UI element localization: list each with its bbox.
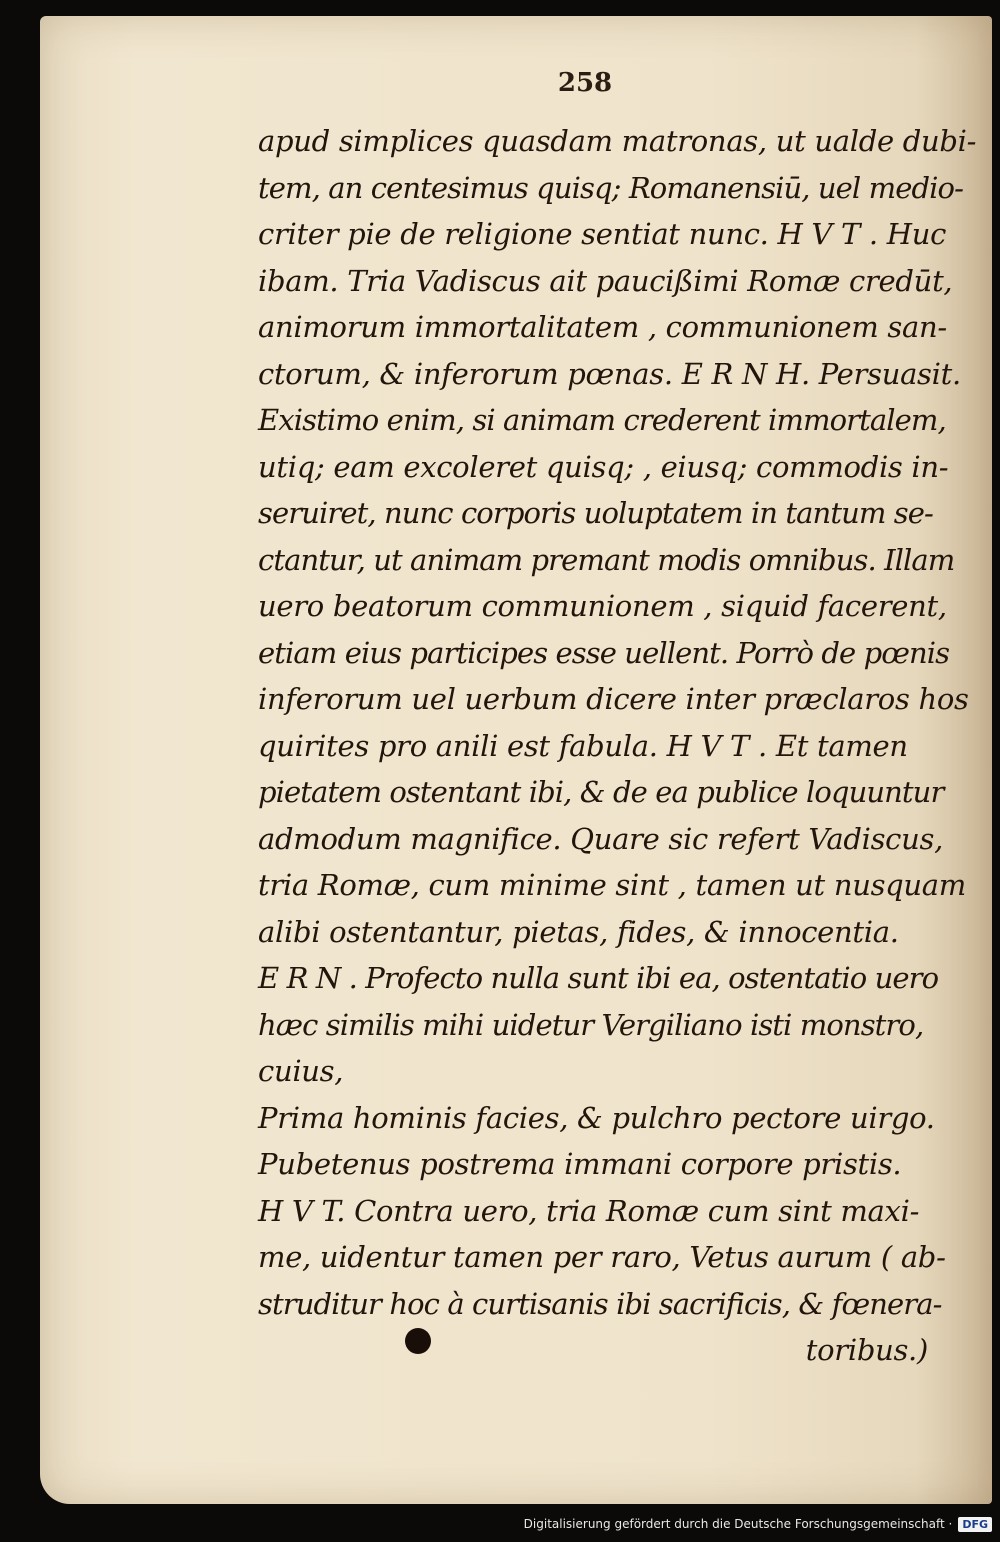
text-line: ibam. Tria Vadiscus ait paucißimi Romæ credūt, — [258, 263, 953, 298]
text-line: E R N . Profecto nulla sunt ibi ea, ostentatio uero — [258, 961, 939, 995]
text-line: quirites pro anili est fabula. H V T . Et tamen — [258, 728, 908, 763]
dfg-logo: DFG — [958, 1517, 992, 1532]
text-line: Pubetenus postrema immani corpore pristis. — [258, 1147, 902, 1181]
text-line: seruiret, nunc corporis uoluptatem in tantum se- — [258, 496, 933, 530]
text-line: criter pie de religione sentiat nunc. H V T . Huc — [258, 217, 947, 251]
text-line: ctorum, & inferorum pœnas. E R N H. Persuasit. — [258, 356, 961, 391]
catchword: toribus.) — [805, 1333, 928, 1367]
text-line: etiam eius participes esse uellent. Porrò de pœnis — [258, 635, 950, 670]
text-line: uero beatorum communionem , siquid facerent, — [258, 589, 947, 623]
text-line: apud simplices quasdam matronas, ut ualde dubi- — [258, 124, 977, 158]
text-line: struditur hoc à curtisanis ibi sacrificis, & fœnera- — [258, 1286, 942, 1321]
ink-dot-mark — [405, 1328, 431, 1354]
text-line: pietatem ostentant ibi, & de ea publice loquuntur — [258, 775, 944, 809]
page-text — [258, 118, 977, 1374]
text-line: inferorum uel uerbum dicere inter præclaros hos — [258, 682, 969, 716]
text-line: ctantur, ut animam premant modis omnibus. Illam — [258, 542, 955, 577]
text-line: cuius, — [258, 1054, 344, 1088]
text-line: tria Romæ, cum minime sint , tamen ut nusquam — [258, 868, 966, 902]
text-line: Existimo enim, si animam crederent immortalem, — [258, 403, 946, 437]
text-line: me, uidentur tamen per raro, Vetus aurum ( ab- — [258, 1240, 946, 1274]
text-line: utiq; eam excoleret quisq; , eiusq; commodis in- — [258, 449, 949, 484]
text-line: tem, an centesimus quisq; Romanensiū, uel medio- — [258, 170, 963, 205]
text-line: hæc similis mihi uidetur Vergiliano isti monstro, — [258, 1007, 924, 1042]
footer-credit — [524, 1512, 992, 1536]
footer-text: Digitalisierung gefördert durch die Deutsche Forschungsgemeinschaft · — [523, 1517, 953, 1531]
text-line: admodum magnifice. Quare sic refert Vadiscus, — [258, 821, 943, 856]
text-line: alibi ostentantur, pietas, fides, & innocentia. — [258, 914, 899, 949]
page-number: 258 — [557, 68, 613, 98]
text-line: H V T. Contra uero, tria Romæ cum sint maxi- — [258, 1193, 920, 1228]
text-line: animorum immortalitatem , communionem san- — [258, 310, 947, 344]
text-line: Prima hominis facies, & pulchro pectore uirgo. — [258, 1100, 935, 1135]
